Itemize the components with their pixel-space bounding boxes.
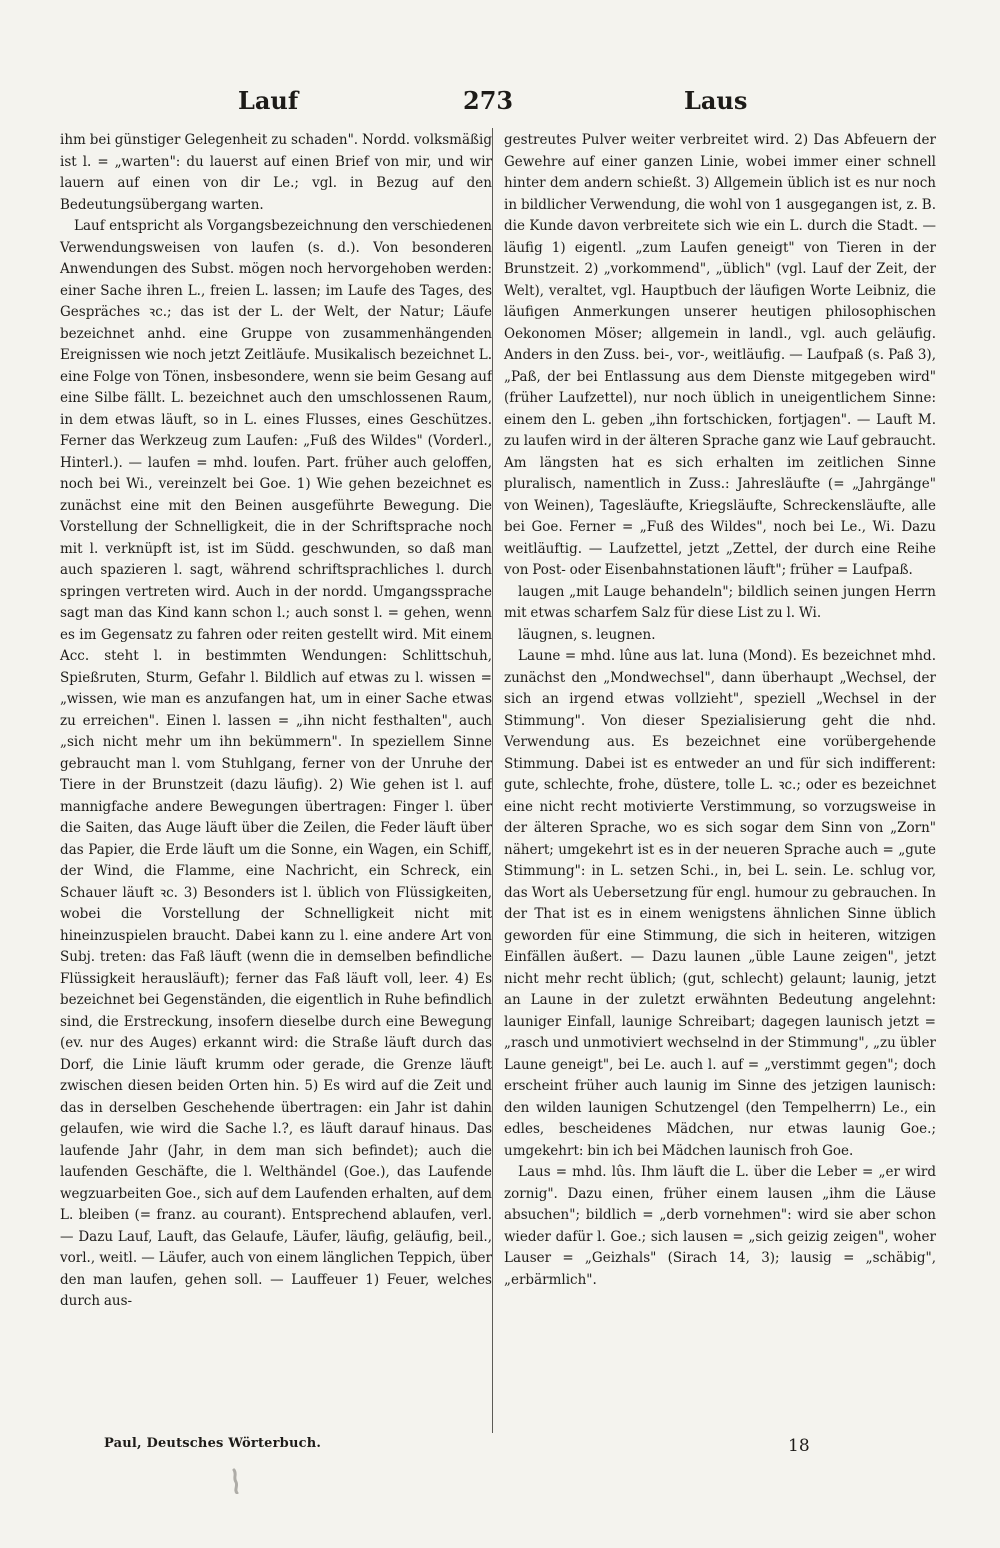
entry-lauern-continuation: ihm bei günstiger Gelegenheit zu schaden". Nordd. volksmäßig ist l. = „warten": du lauerst auf einen Brief von mir, und wir lauern auf einen von dir Le.; vgl. in Bezug auf den Bedeutungsübergang warten. <box>60 132 492 213</box>
footer-book-title: Paul, Deutsches Wörterbuch. <box>104 1436 322 1451</box>
entry-lauffeuer-continuation: gestreutes Pulver weiter verbreitet wird. 2) Das Abfeuern der Gewehre auf einer ganzen Linie, wobei immer einer schnell hinter dem andern schießt. 3) Allgemein üblich ist es nur noch in bildlicher Verwendung, die wohl von 1 ausgegangen ist, z. B. die Kunde davon verbreitete sich wie ein L. durch die Stadt. — läufig 1) eigentl. „zum Laufen geneigt" von Tieren in der Brunstzeit. 2) „vorkommend", „üblich" (vgl. Lauf der Zeit, der Welt), veraltet, vgl. Hauptbuch der läufigen Worte Leibniz, die läufigen Anmerkungen unserer heutigen philosophischen Oekonomen Möser; allgemein in landl., vgl. auch geläufig. Anders in den Zuss. bei-, vor-, weitläufig. — Laufpaß (s. Paß 3), „Paß, der bei Entlassung aus dem Dienste mitgegeben wird" (früher Laufzettel), nur noch üblich in uneigentlichem Sinne: einem den L. geben „ihn fortschicken, fortjagen". — Lauft M. zu laufen wird in der älteren Sprache ganz wie Lauf gebraucht. Am längsten hat es sich erhalten im zeitlichen Sinne pluralisch, namentlich in Zuss.: Jahresläufte (= „Jahrgänge" von Weinen), Tagesläufte, Kriegsläufte, Schreckensläufte, alle bei Goe. Ferner = „Fuß des Wildes", noch bei Le., Wi. Dazu weitläuftig. — Laufzettel, jetzt „Zettel, der durch eine Reihe von Post- oder Eisenbahnstationen läuft"; früher = Laufpaß. <box>504 132 936 578</box>
entry-lauf: Lauf entspricht als Vorgangsbezeichnung den verschiedenen Verwendungsweisen von laufen (s. d.). Von besonderen Anwendungen des Subst. mögen noch hervorgehoben werden: einer Sache ihren L., freien L. lassen; im Laufe des Tages, des Gespräches ꝛc.; das ist der L. der Welt, der Natur; Läufe bezeichnet anhd. eine Gruppe von zusammenhängenden Ereignissen wie noch jetzt Zeitläufe. Musikalisch bezeichnet L. eine Folge von Tönen, insbesondere, wenn sie beim Gesang auf eine Silbe fällt. L. bezeichnet auch den umschlossenen Raum, in dem etwas läuft, so in L. eines Flusses, eines Geschützes. Ferner das Werkzeug zum Laufen: „Fuß des Wildes" (Vorderl., Hinterl.). — laufen = mhd. loufen. Part. früher auch geloffen, noch bei Wi., vereinzelt bei Goe. 1) Wie gehen bezeichnet es zunächst eine mit den Beinen ausgeführte Bewegung. Die Vorstellung der Schnelligkeit, die in der Schriftsprache noch mit l. verknüpft ist, ist im Südd. geschwunden, so daß man auch spazieren l. sagt, während schriftsprachliches l. durch springen vertreten wird. Auch in der nordd. Umgangssprache sagt man das Kind kann schon l.; auch sonst l. = gehen, wenn es im Gegensatz zu fahren oder reiten gestellt wird. Mit einem Acc. steht l. in bestimmten Wendungen: Schlittschuh, Spießruten, Sturm, Gefahr l. Bildlich auf etwas zu l. wissen = „wissen, wie man es anzufangen hat, um in einer Sache etwas zu erreichen". Einen l. lassen = „ihn nicht festhalten", auch „sich nicht mehr um ihn bekümmern". In speziellem Sinne gebraucht man l. vom Stuhlgang, ferner von der Unruhe der Tiere in der Brunstzeit (dazu läufig). 2) Wie gehen ist l. auf mannigfache andere Bewegungen übertragen: Finger l. über die Saiten, das Auge läuft über die Zeilen, die Feder läuft über das Papier, die Erde läuft um die Sonne, ein Wagen, ein Schiff, der Wind, die Flamme, eine Nachricht, ein Schreck, ein Schauer läuft ꝛc. 3) Besonders ist l. üblich von Flüssigkeiten, wobei die Vorstellung der Schnelligkeit nicht mit hineinzuspielen braucht. Dabei kann zu l. eine andere Art von Subj. treten: das Faß läuft (wenn die in demselben befindliche Flüssigkeit herausläuft); ferner das Faß läuft voll, leer. 4) Es bezeichnet bei Gegenständen, die eigentlich in Ruhe befindlich sind, die Erstreckung, insofern dieselbe durch eine Bewegung (ev. nur des Auges) erkannt wird: die Straße läuft durch das Dorf, die Linie läuft krumm oder gerade, die Grenze läuft zwischen diesen beiden Orten hin. 5) Es wird auf die Zeit und das in derselben Geschehende übertragen: ein Jahr ist dahin gelaufen, wie wird die Sache l.?, es läuft darauf hinaus. Das laufende Jahr (Jahr, in dem man sich befindet); auch die laufenden Geschäfte, die l. Welthändel (Goe.), das Laufende wegzuarbeiten Goe., sich auf dem Laufenden erhalten, auf dem L. bleiben (= franz. au courant). Entsprechend ablaufen, verl. — Dazu Lauf, Lauft, das Gelaufe, Läufer, läufig, geläufig, beil., vorl., weitl. — Läufer, auch von einem länglichen Teppich, über den man laufen, gehen soll. — Lauffeuer 1) Feuer, welches durch aus- <box>60 218 492 1309</box>
footer-signature: 18 <box>788 1436 810 1456</box>
header-left-word: Lauf <box>238 86 299 115</box>
ink-smudge <box>228 1468 244 1494</box>
right-column <box>504 130 936 1291</box>
column-divider <box>492 128 493 1433</box>
page-number: 273 <box>463 86 514 115</box>
entry-laus: Laus = mhd. lûs. Ihm läuft die L. über die Leber = „er wird zornig". Dazu einen, früher einem lausen „ihm die Läuse absuchen"; bildlich = „derb vornehmen": wird sie aber schon wieder dafür l. Goe.; sich lausen = „sich geizig zeigen", woher Lauser = „Geizhals" (Sirach 14, 3); lausig = „schäbig", „erbärmlich". <box>504 1164 936 1288</box>
entry-laune: Laune = mhd. lûne aus lat. luna (Mond). Es bezeichnet mhd. zunächst den „Mondwechsel", dann überhaupt „Wechsel, der sich an irgend etwas vollzieht", speziell „Wechsel in der Stimmung". Von dieser Spezialisierung geht die nhd. Verwendung aus. Es bezeichnet eine vorübergehende Stimmung. Dabei ist es entweder an und für sich indifferent: gute, schlechte, frohe, düstere, tolle L. ꝛc.; oder es bezeichnet eine nicht recht motivierte Verstimmung, so vorzugsweise in der älteren Sprache, wo es sich sogar dem Sinn von „Zorn" nähert; umgekehrt ist es in der neueren Sprache auch = „gute Stimmung": in L. setzen Schi., in, bei L. sein. Le. schlug vor, das Wort als Uebersetzung für engl. humour zu gebrauchen. In der That ist es in einem wenigstens ähnlichen Sinne üblich geworden für eine Stimmung, die sich in heiteren, witzigen Einfällen äußert. — Dazu launen „üble Laune zeigen", jetzt nicht mehr recht üblich; (gut, schlecht) gelaunt; launig, jetzt an Laune in der zuletzt erwähnten Bedeutung angelehnt: launiger Einfall, launige Schreibart; dagegen launisch jetzt = „rasch und unmotiviert wechselnd in der Stimmung", „zu übler Laune geneigt", bei Le. auch l. auf = „verstimmt gegen"; doch erscheint früher auch launig im Sinne des jetzigen launisch: den wilden launigen Schutzengel (den Tempelherrn) Le., ein edles, bescheidenes Mädchen, nur etwas launig Goe.; umgekehrt: bin ich bei Mädchen launisch froh Goe. <box>504 648 936 1159</box>
entry-laeugnen: läugnen, s. leugnen. <box>518 626 656 643</box>
page-header <box>0 86 1000 120</box>
entry-laugen: laugen „mit Lauge behandeln"; bildlich seinen jungen Herrn mit etwas scharfem Salz für diese List zu l. Wi. <box>504 583 936 621</box>
left-column <box>60 130 492 1313</box>
header-right-word: Laus <box>684 86 748 115</box>
